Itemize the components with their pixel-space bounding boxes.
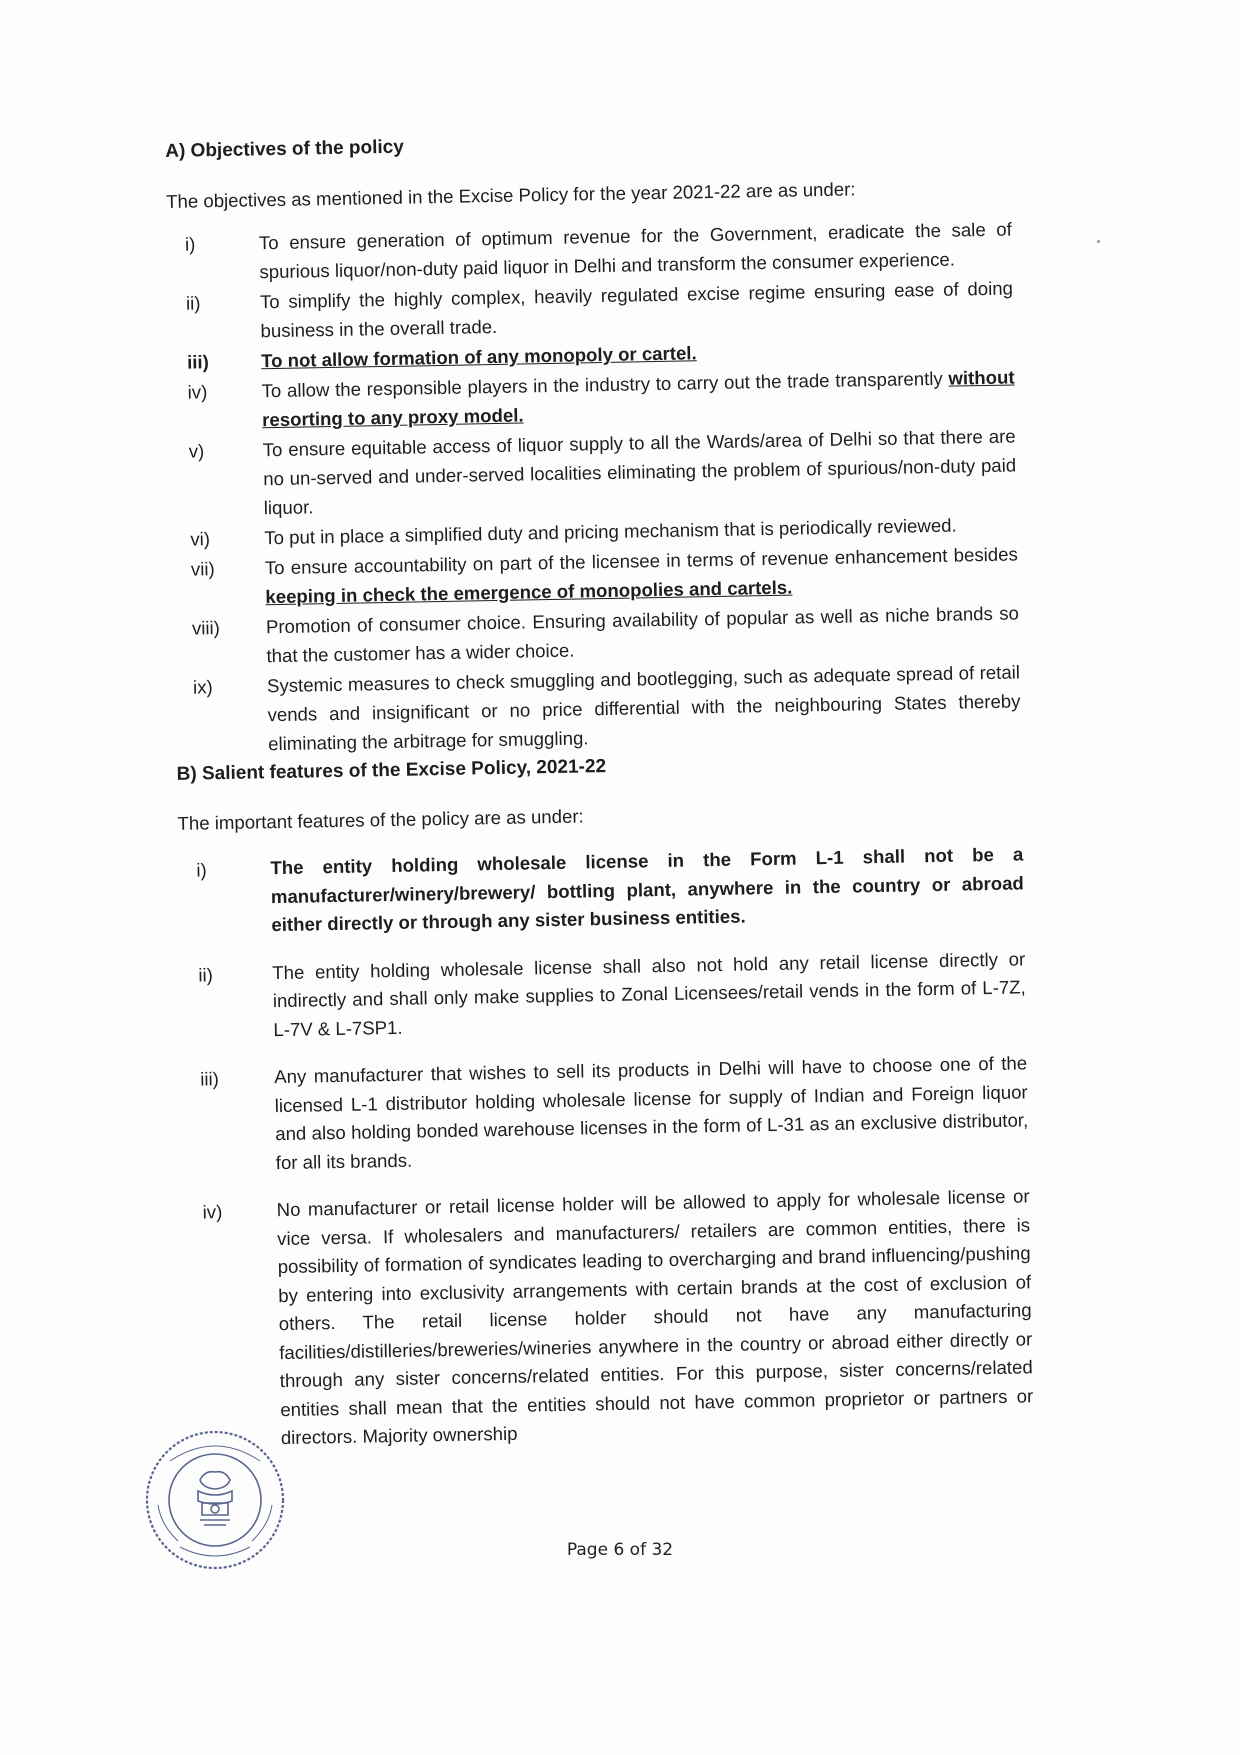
- section-b-heading: B) Salient features of the Excise Policy, 2021-22: [176, 756, 607, 785]
- features-list: [178, 840, 1034, 1454]
- section-b-intro: The important features of the policy are as under:: [177, 805, 584, 834]
- item-number: vii): [190, 558, 215, 580]
- item-text-emphasized: without resorting to any proxy model.: [261, 366, 1015, 431]
- item-number: viii): [191, 617, 221, 639]
- list-item: [170, 421, 1016, 523]
- list-item: [184, 1182, 1034, 1454]
- item-text-bold: The entity holding wholesale license in the Form L-1 shall not be a manufacturer/winery/brewery/ bottling plant, anywhere in the country or abroad either directly or through any sister business entities.: [270, 843, 1024, 936]
- item-number: vi): [190, 528, 211, 550]
- objectives-list: [167, 214, 1022, 759]
- item-text-plain: To allow the responsible players in the industry to carry out the trade transparently: [261, 367, 949, 402]
- item-number: iv): [202, 1201, 223, 1223]
- list-item: [182, 1049, 1029, 1178]
- item-text: To put in place a simplified duty and pricing mechanism that is periodically reviewed.: [264, 514, 957, 549]
- item-text: To ensure equitable access of liquor supply to all the Wards/area of Delhi so that there are no un-served and under-served localities eliminating the problem of spurious/non-duty paid liquor.: [262, 425, 1017, 519]
- list-item: [180, 945, 1026, 1046]
- item-number: ii): [198, 963, 213, 986]
- item-text: Systemic measures to check smuggling and bootlegging, such as adequate spread of retail vends and insignificant or no price differential with the neighbouring States thereby eliminating the arbitrage for smuggling.: [266, 661, 1021, 755]
- item-number: ix): [192, 676, 213, 698]
- list-item: [178, 840, 1024, 941]
- page-number: Page 6 of 32: [566, 1540, 674, 1560]
- item-text: No manufacturer or retail license holder will be allowed to apply for wholesale license or vice versa. If wholesalers and manufacturers/ retailers are common entities, there is possibility of formation of syndicates leading to overcharging and brand influencing/pushing by entering into exclusivity arrangements with certain brands at the cost of exclusion of others. The retail license holder should not have any manufacturing facilities/distilleries/breweries/wineries anywhere in the country or abroad either directly or through any sister concerns/related entities. For this purpose, sister concerns/related entities shall mean that the entities should not have common proprietor or partners or directors. Majority ownership: [276, 1185, 1034, 1449]
- item-text: To simplify the highly complex, heavily regulated excise regime ensuring ease of doing business in the overall trade.: [259, 277, 1014, 342]
- document-body: [165, 123, 1034, 1474]
- item-text: Promotion of consumer choice. Ensuring availability of popular as well as niche brands so that the customer has a wider choice.: [265, 602, 1020, 667]
- item-number: ii): [185, 292, 201, 314]
- item-text: To ensure generation of optimum revenue for the Government, eradicate the sale of spurious liquor/non-duty paid liquor in Delhi and transform the consumer experience.: [258, 218, 1013, 283]
- section-a-intro: The objectives as mentioned in the Excise Policy for the year 2021-22 are as under:: [165, 178, 856, 212]
- item-text: Any manufacturer that wishes to sell its products in Delhi will have to choose one of the licensed L-1 distributor holding wholesale license for supply of Indian and Foreign liquor and also holding bonded warehouse licenses in the form of L-31 as an exclusive distributor, for all its brands.: [274, 1052, 1029, 1173]
- item-text: The entity holding wholesale license shall also not hold any retail license directly or indirectly and shall only make supplies to Zonal Licensees/retail vends in the form of L-7Z, L-7V & L-7SP1.: [272, 947, 1026, 1040]
- item-text-emphasized: keeping in check the emergence of monopolies and cartels.: [265, 576, 793, 608]
- section-a-heading: A) Objectives of the policy: [165, 136, 405, 162]
- item-number: iii): [186, 351, 210, 373]
- scan-speck: [1097, 240, 1100, 243]
- item-number: iv): [187, 381, 208, 403]
- item-number: v): [188, 440, 205, 462]
- item-number: iii): [200, 1068, 220, 1090]
- list-item: [175, 657, 1021, 759]
- item-number: i): [184, 233, 196, 255]
- item-text-plain: To ensure accountability on part of the licensee in terms of revenue enhancement besides: [264, 543, 1018, 579]
- item-text-emphasized: To not allow formation of any monopoly or cartel.: [260, 342, 697, 372]
- item-number: i): [196, 859, 207, 881]
